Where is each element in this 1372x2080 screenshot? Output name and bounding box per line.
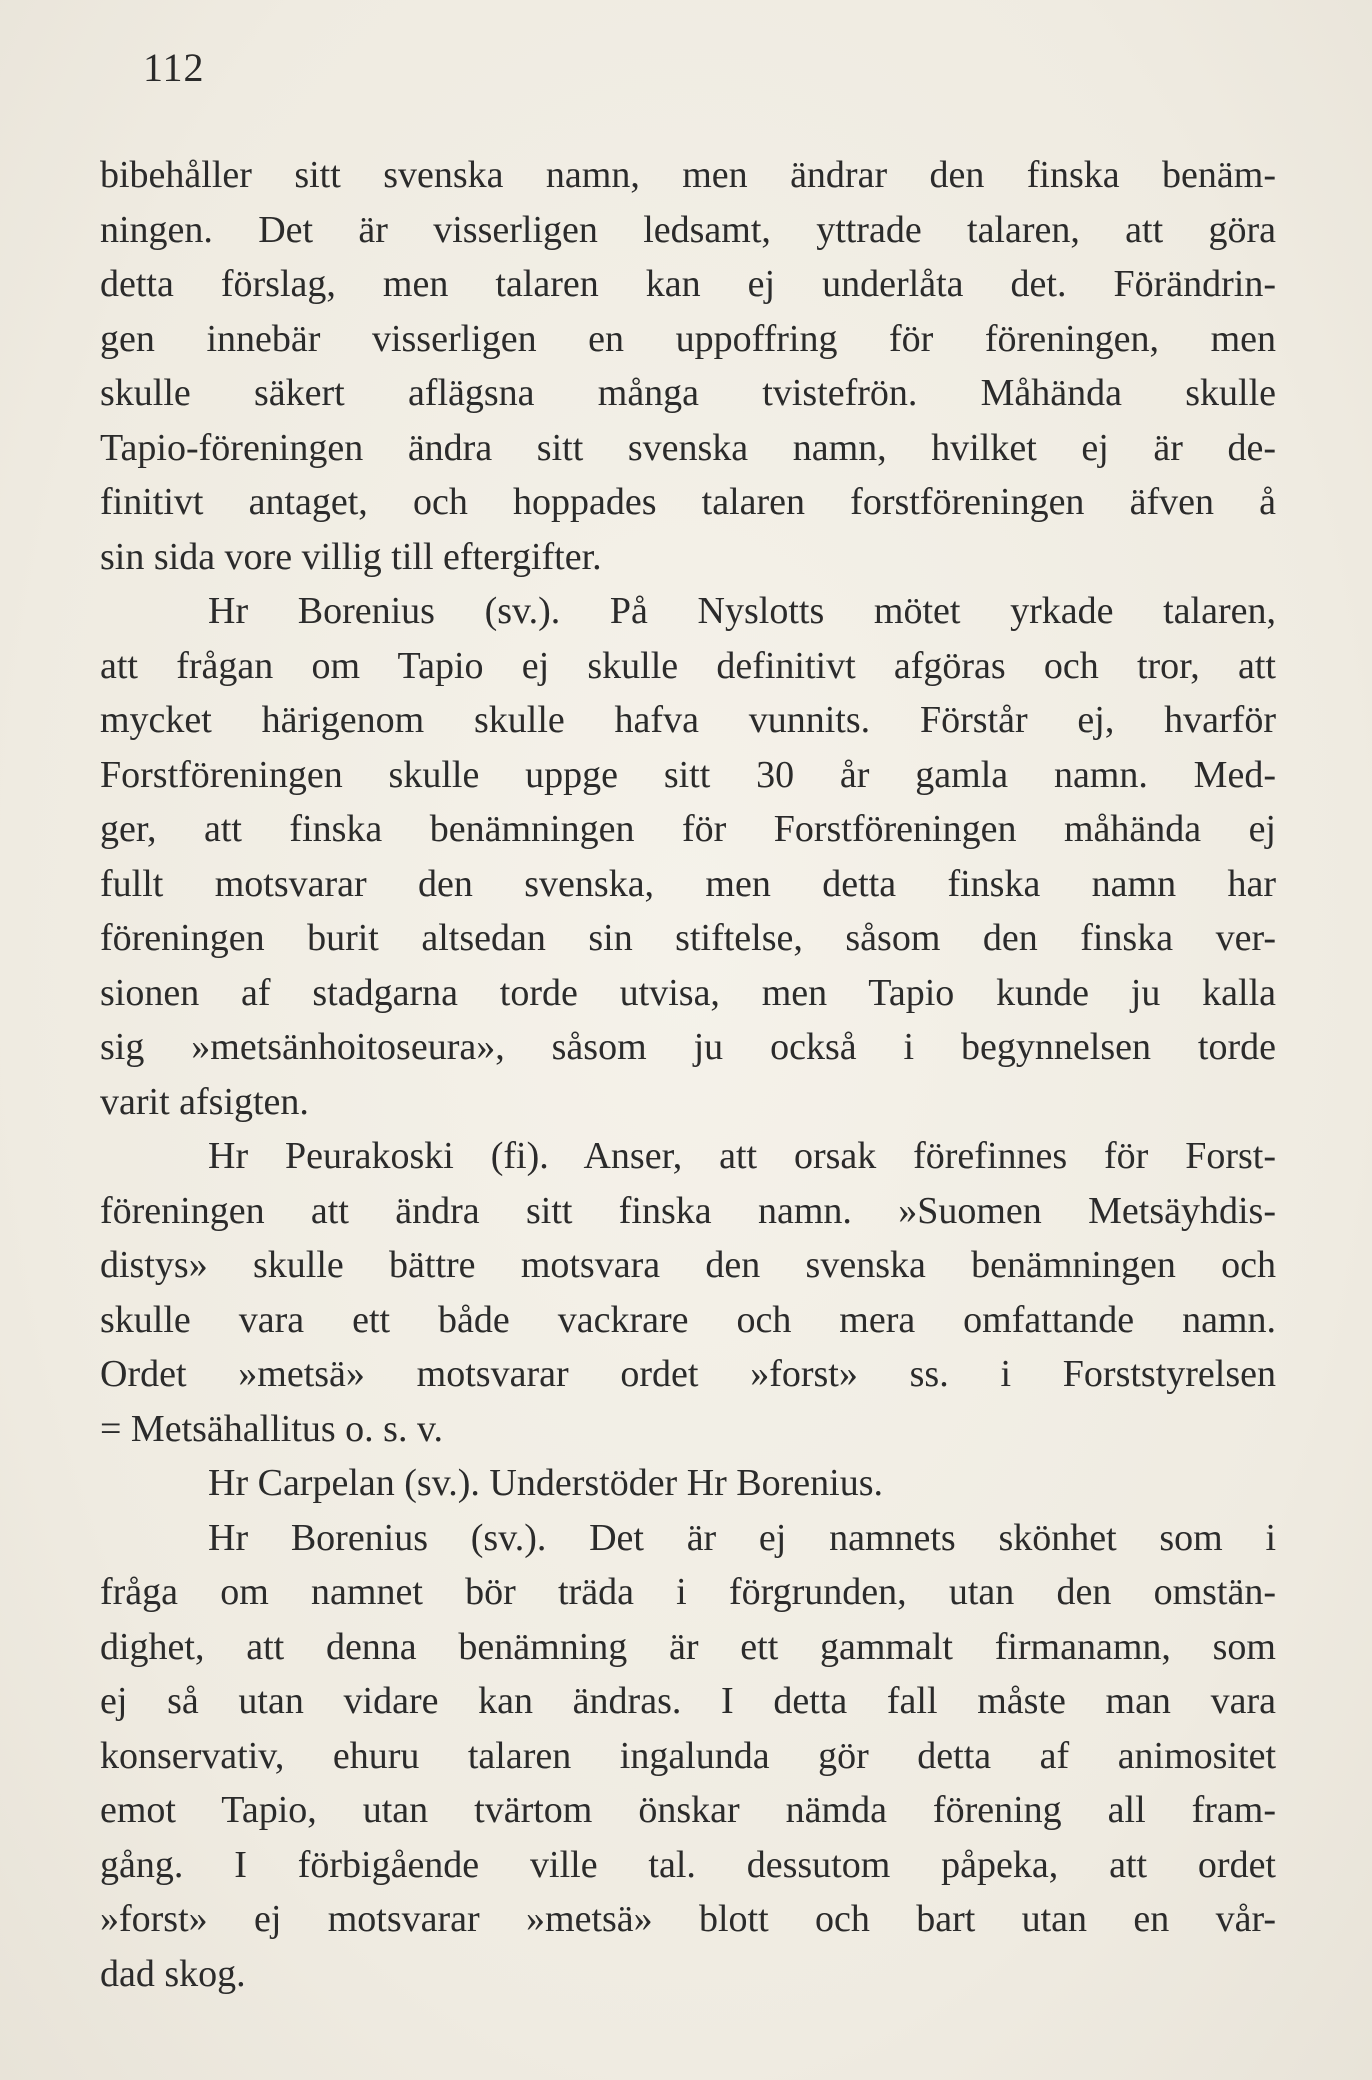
- text-line: föreningen burit altsedan sin stiftelse, såsom den finska ver-: [100, 917, 1276, 959]
- text-line: finitivt antaget, och hoppades talaren forstföreningen äfven å: [100, 481, 1276, 523]
- text-line: sionen af stadgarna torde utvisa, men Tapio kunde ju kalla: [100, 971, 1276, 1014]
- text-line: Hr Borenius (sv.). På Nyslotts mötet yrkade talaren,: [208, 590, 1276, 632]
- text-line: emot Tapio, utan tvärtom önskar nämda förening all fram-: [100, 1789, 1276, 1831]
- text-line: Hr Carpelan (sv.). Understöder Hr Borenius.: [208, 1462, 884, 1504]
- text-line: ningen. Det är visserligen ledsamt, yttrade talaren, att göra: [100, 208, 1276, 251]
- text-line: Forstföreningen skulle uppge sitt 30 år gamla namn. Med-: [100, 753, 1276, 796]
- text-line: dighet, att denna benämning är ett gammalt firmanamn, som: [100, 1625, 1276, 1668]
- text-line: gång. I förbigående ville tal. dessutom påpeka, att ordet: [100, 1843, 1276, 1886]
- text-line: ger, att finska benämningen för Forstföreningen måhända ej: [100, 808, 1276, 850]
- text-line: »forst» ej motsvarar »metsä» blott och bart utan en vår-: [100, 1898, 1276, 1940]
- text-line: Ordet »metsä» motsvarar ordet »forst» ss. i Forststyrelsen: [100, 1353, 1276, 1395]
- text-line: ej så utan vidare kan ändras. I detta fall måste man vara: [100, 1680, 1276, 1722]
- text-line: sig »metsänhoitoseura», såsom ju också i begynnelsen torde: [100, 1026, 1276, 1068]
- page-number: 112: [143, 45, 205, 90]
- text-line: distys» skulle bättre motsvara den svenska benämningen och: [100, 1244, 1276, 1286]
- text-line: detta förslag, men talaren kan ej underlåta det. Förändrin-: [100, 263, 1276, 305]
- text-line: Hr Borenius (sv.). Det är ej namnets skönhet som i: [208, 1516, 1276, 1559]
- text-line: sin sida vore villig till eftergifter.: [100, 535, 602, 578]
- text-line: gen innebär visserligen en uppoffring för föreningen, men: [100, 317, 1276, 360]
- text-line: Hr Peurakoski (fi). Anser, att orsak förefinnes för Forst-: [208, 1135, 1276, 1177]
- text-line: fullt motsvarar den svenska, men detta finska namn har: [100, 862, 1276, 905]
- text-line: skulle vara ett både vackrare och mera omfattande namn.: [100, 1298, 1276, 1341]
- text-line: fråga om namnet bör träda i förgrunden, utan den omstän-: [100, 1571, 1276, 1613]
- text-line: varit afsigten.: [100, 1080, 309, 1123]
- body-text: [100, 148, 1276, 2001]
- text-line: föreningen att ändra sitt finska namn. »Suomen Metsäyhdis-: [100, 1189, 1276, 1232]
- text-line: konservativ, ehuru talaren ingalunda gör detta af animositet: [100, 1734, 1276, 1777]
- text-line: mycket härigenom skulle hafva vunnits. Förstår ej, hvarför: [100, 699, 1276, 741]
- text-line: skulle säkert aflägsna många tvistefrön. Måhända skulle: [100, 372, 1276, 414]
- text-line: Tapio-föreningen ändra sitt svenska namn, hvilket ej är de-: [100, 426, 1276, 469]
- text-line: = Metsähallitus o. s. v.: [100, 1407, 444, 1450]
- text-line: dad skog.: [100, 1952, 246, 1995]
- text-line: bibehåller sitt svenska namn, men ändrar den finska benäm-: [100, 154, 1276, 196]
- text-line: att frågan om Tapio ej skulle definitivt afgöras och tror, att: [100, 644, 1276, 687]
